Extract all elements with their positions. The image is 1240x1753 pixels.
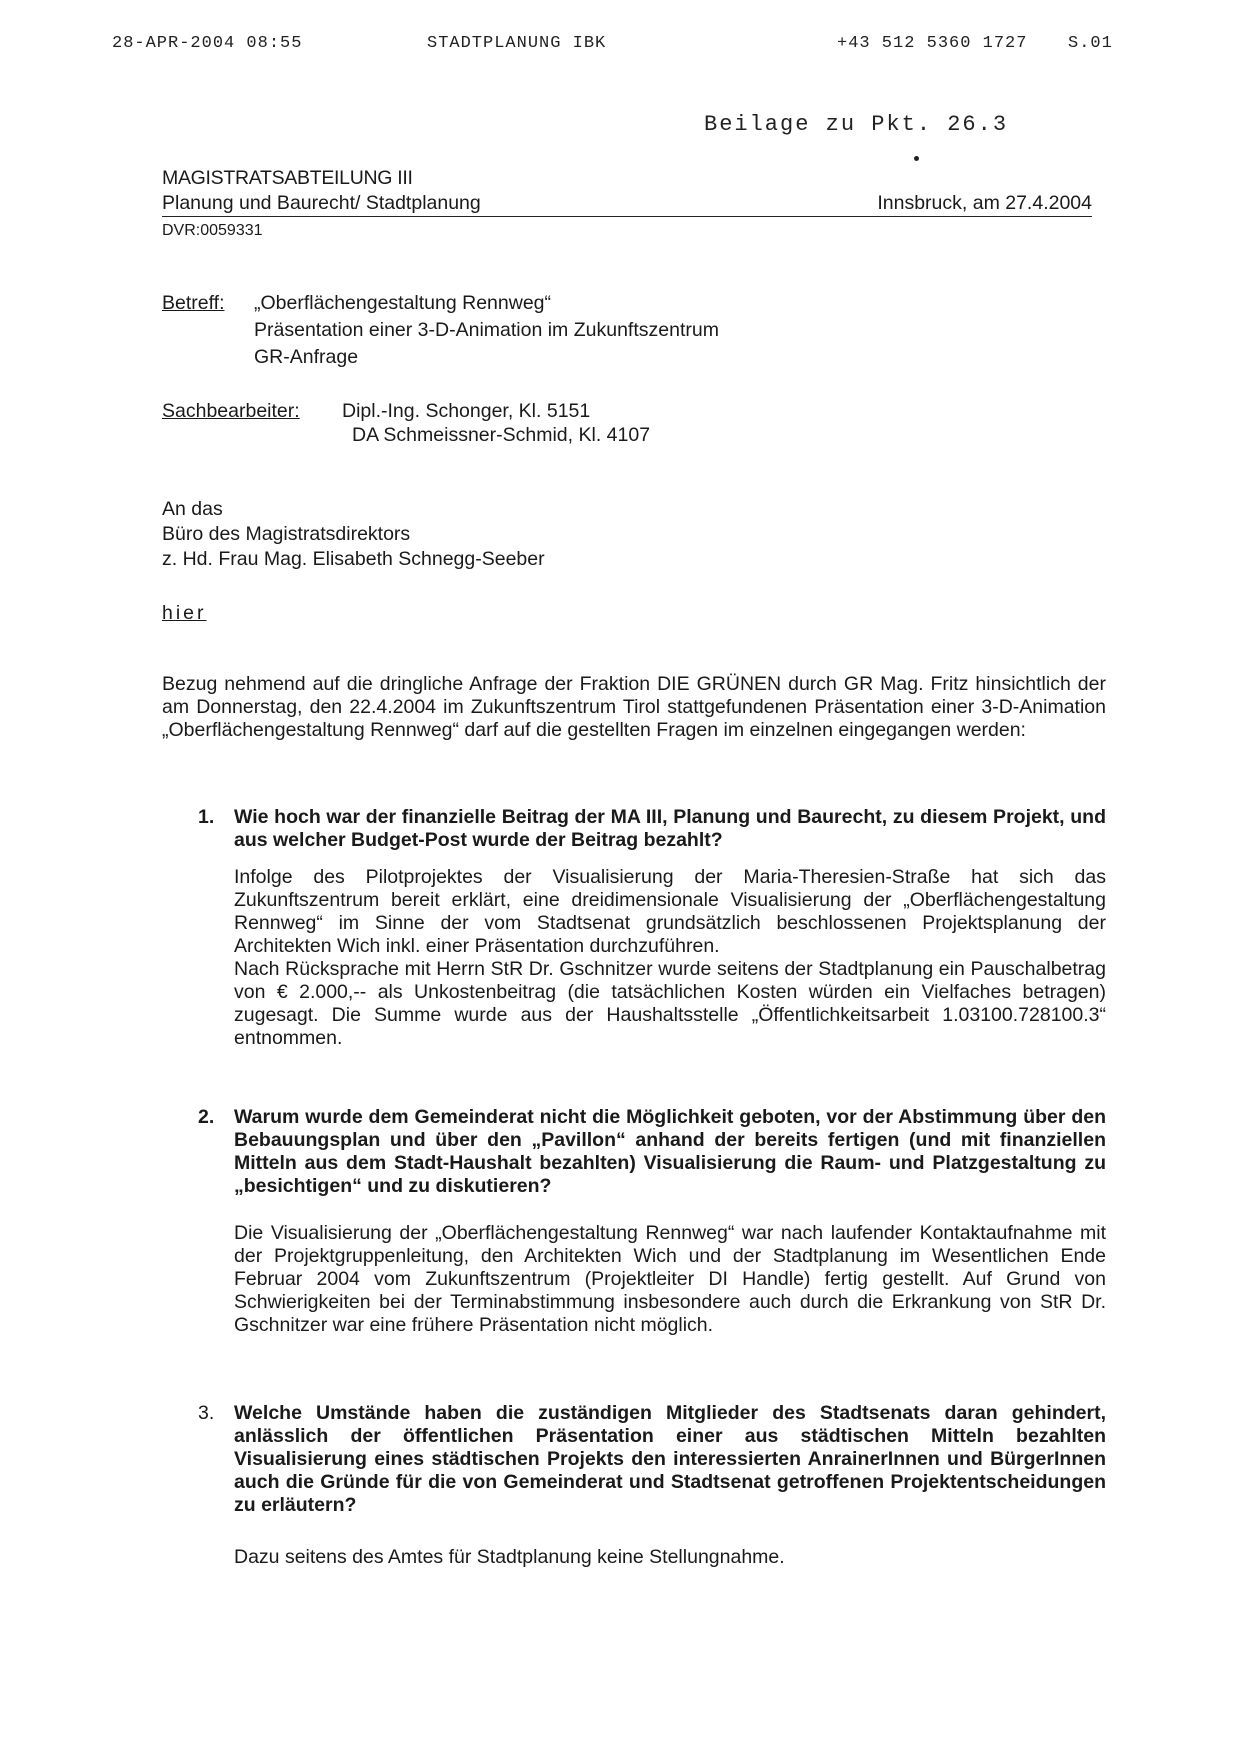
question-3-number: 3.	[198, 1402, 215, 1424]
answer-1-paragraph-2: Nach Rücksprache mit Herrn StR Dr. Gschnitzer wurde seitens der Stadtplanung ein Pauschalbetrag von € 2.000,-- als Unkostenbeitrag (die tatsächlichen Kosten würden ein Vielfaches betragen) zugesagt. Die Summe wurde aus der Haushaltsstelle „Öffentlichkeitsarbeit 1.03100.728100.3“ entnommen.	[234, 958, 1106, 1049]
fax-page: S.01	[1068, 34, 1113, 53]
subject-line-2: Präsentation einer 3-D-Animation im Zukunftszentrum	[254, 319, 719, 341]
handler-line-1: Dipl.-Ing. Schonger, Kl. 5151	[342, 400, 591, 422]
attachment-note: Beilage zu Pkt. 26.3	[704, 112, 1009, 137]
handler-line-2: DA Schmeissner-Schmid, Kl. 4107	[352, 424, 651, 446]
question-1-text: Wie hoch war der finanzielle Beitrag der MA III, Planung und Baurecht, zu diesem Projekt, und aus welcher Budget-Post wurde der Beitrag bezahlt?	[234, 806, 1106, 851]
recipient-line-3: z. Hd. Frau Mag. Elisabeth Schnegg-Seeber	[162, 548, 545, 570]
fax-datetime: 28-APR-2004 08:55	[112, 34, 303, 53]
fax-sender: STADTPLANUNG IBK	[427, 34, 607, 53]
question-2-number: 2.	[198, 1106, 215, 1128]
question-1-number: 1.	[198, 806, 215, 828]
fax-phone: +43 512 5360 1727	[837, 34, 1028, 53]
stamp-dot	[914, 156, 919, 161]
subject-label: Betreff:	[162, 292, 225, 314]
answer-2-paragraph-1: Die Visualisierung der „Oberflächengestaltung Rennweg“ war nach laufender Kontaktaufnahme mit der Projektgruppenleitung, den Architekten Wich und der Stadtplanung im Wesentlichen Ende Februar 2004 vom Zukunftszentrum (Projektleiter DI Handle) fertig gestellt. Auf Grund von Schwierigkeiten bei der Terminabstimmung insbesondere auch durch die Erkrankung von StR Dr. Gschnitzer war eine frühere Präsentation nicht möglich.	[234, 1222, 1106, 1336]
fax-header	[112, 34, 1122, 60]
question-3-text: Welche Umstände haben die zuständigen Mitglieder des Stadtsenats daran gehindert, anlässlich der öffentlichen Präsentation einer aus städtischen Mitteln bezahlten Visualisierung eines städtischen Projekts den interessierten AnrainerInnen und BürgerInnen auch die Gründe für die von Gemeinderat und Stadtsenat getroffenen Projektentscheidungen zu erläutern?	[234, 1402, 1106, 1516]
subject-line-1: „Oberflächengestaltung Rennweg“	[254, 292, 552, 314]
recipient-line-1: An das	[162, 498, 223, 520]
place-date: Innsbruck, am 27.4.2004	[877, 192, 1092, 214]
recipient-local: hier	[162, 602, 207, 624]
answer-3-paragraph-1: Dazu seitens des Amtes für Stadtplanung keine Stellungnahme.	[234, 1546, 785, 1568]
recipient-line-2: Büro des Magistratsdirektors	[162, 523, 411, 545]
answer-1-paragraph-1: Infolge des Pilotprojektes der Visualisierung der Maria-Theresien-Straße hat sich das Zukunftszentrum bereit erklärt, eine dreidimensionale Visualisierung der „Oberflächengestaltung Rennweg“ im Sinne der vom Stadtsenat grundsätzlich beschlossenen Projektsplanung der Architekten Wich inkl. einer Präsentation durchzuführen.	[234, 866, 1106, 957]
handler-label: Sachbearbeiter:	[162, 400, 300, 422]
intro-paragraph: Bezug nehmend auf die dringliche Anfrage der Fraktion DIE GRÜNEN durch GR Mag. Fritz hinsichtlich der am Donnerstag, den 22.4.2004 im Zukunftszentrum Tirol stattgefundenen Präsentation einer 3-D-Animation „Oberflächengestaltung Rennweg“ darf auf die gestellten Fragen im einzelnen eingegangen werden:	[162, 673, 1106, 741]
subdepartment-name: Planung und Baurecht/ Stadtplanung	[162, 192, 481, 214]
subject-line-3: GR-Anfrage	[254, 346, 359, 368]
question-2-text: Warum wurde dem Gemeinderat nicht die Möglichkeit geboten, vor der Abstimmung über den Bebauungsplan und über den „Pavillon“ anhand der bereits fertigen (und mit finanziellen Mitteln aus dem Stadt-Haushalt bezahlten) Visualisierung die Raum- und Platzgestaltung zu „besichtigen“ und zu diskutieren?	[234, 1106, 1106, 1197]
letterhead-line	[162, 192, 1092, 217]
department-name: MAGISTRATSABTEILUNG III	[162, 167, 413, 189]
dvr-number: DVR:0059331	[162, 222, 263, 239]
